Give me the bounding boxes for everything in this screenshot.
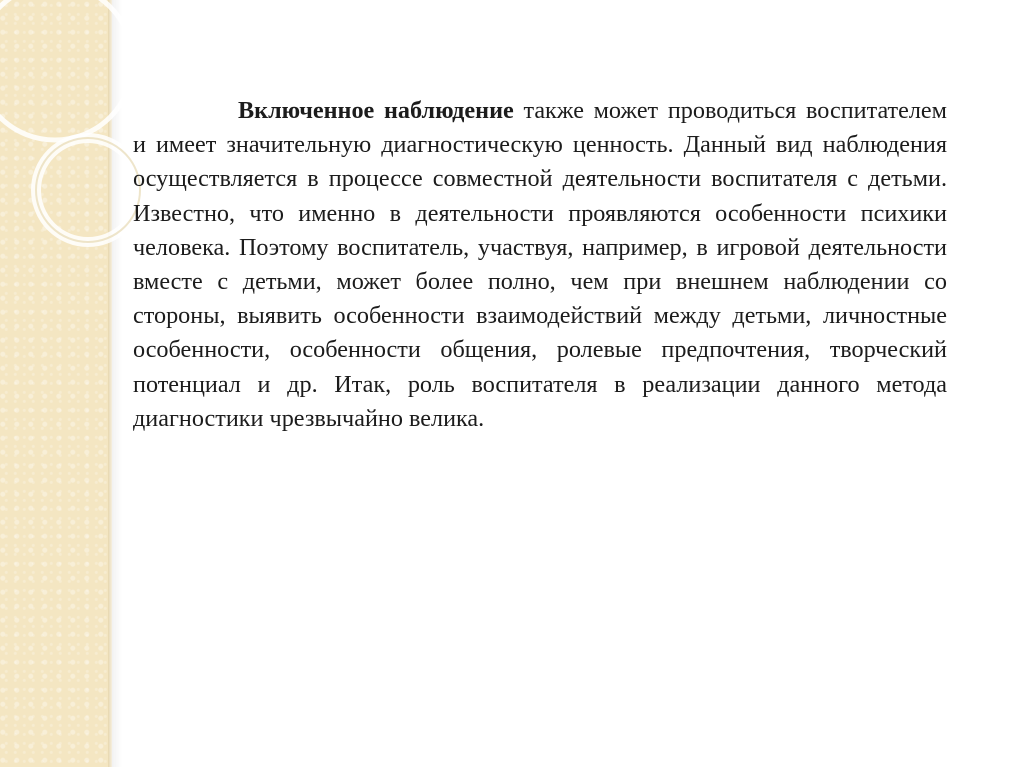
large-ring-shape	[0, 0, 133, 140]
bold-lead-term: Включенное наблюдение	[238, 97, 514, 124]
medium-ring-inner-shape	[36, 138, 140, 242]
paragraph-text: также может проводиться воспитателем и имеет значительную диагностическую ценность. Данный вид наблюдения осуществляется в процессе совместной деятельности воспитателя с детьми. Известно, что именно в деятельности проявляются особенности психики человека. Поэтому воспитатель, участвуя, например, в игровой деятельности вместе с детьми, может более полно, чем при внешнем наблюдении со стороны, выявить особенности взаимодействий между детьми, личностные особенности, особенности общения, ролевые предпочтения, творческий потенциал и др. Итак, роль воспитателя в реализации данного метода диагностики чрезвычайно велика.	[133, 97, 947, 432]
body-paragraph	[133, 94, 947, 436]
